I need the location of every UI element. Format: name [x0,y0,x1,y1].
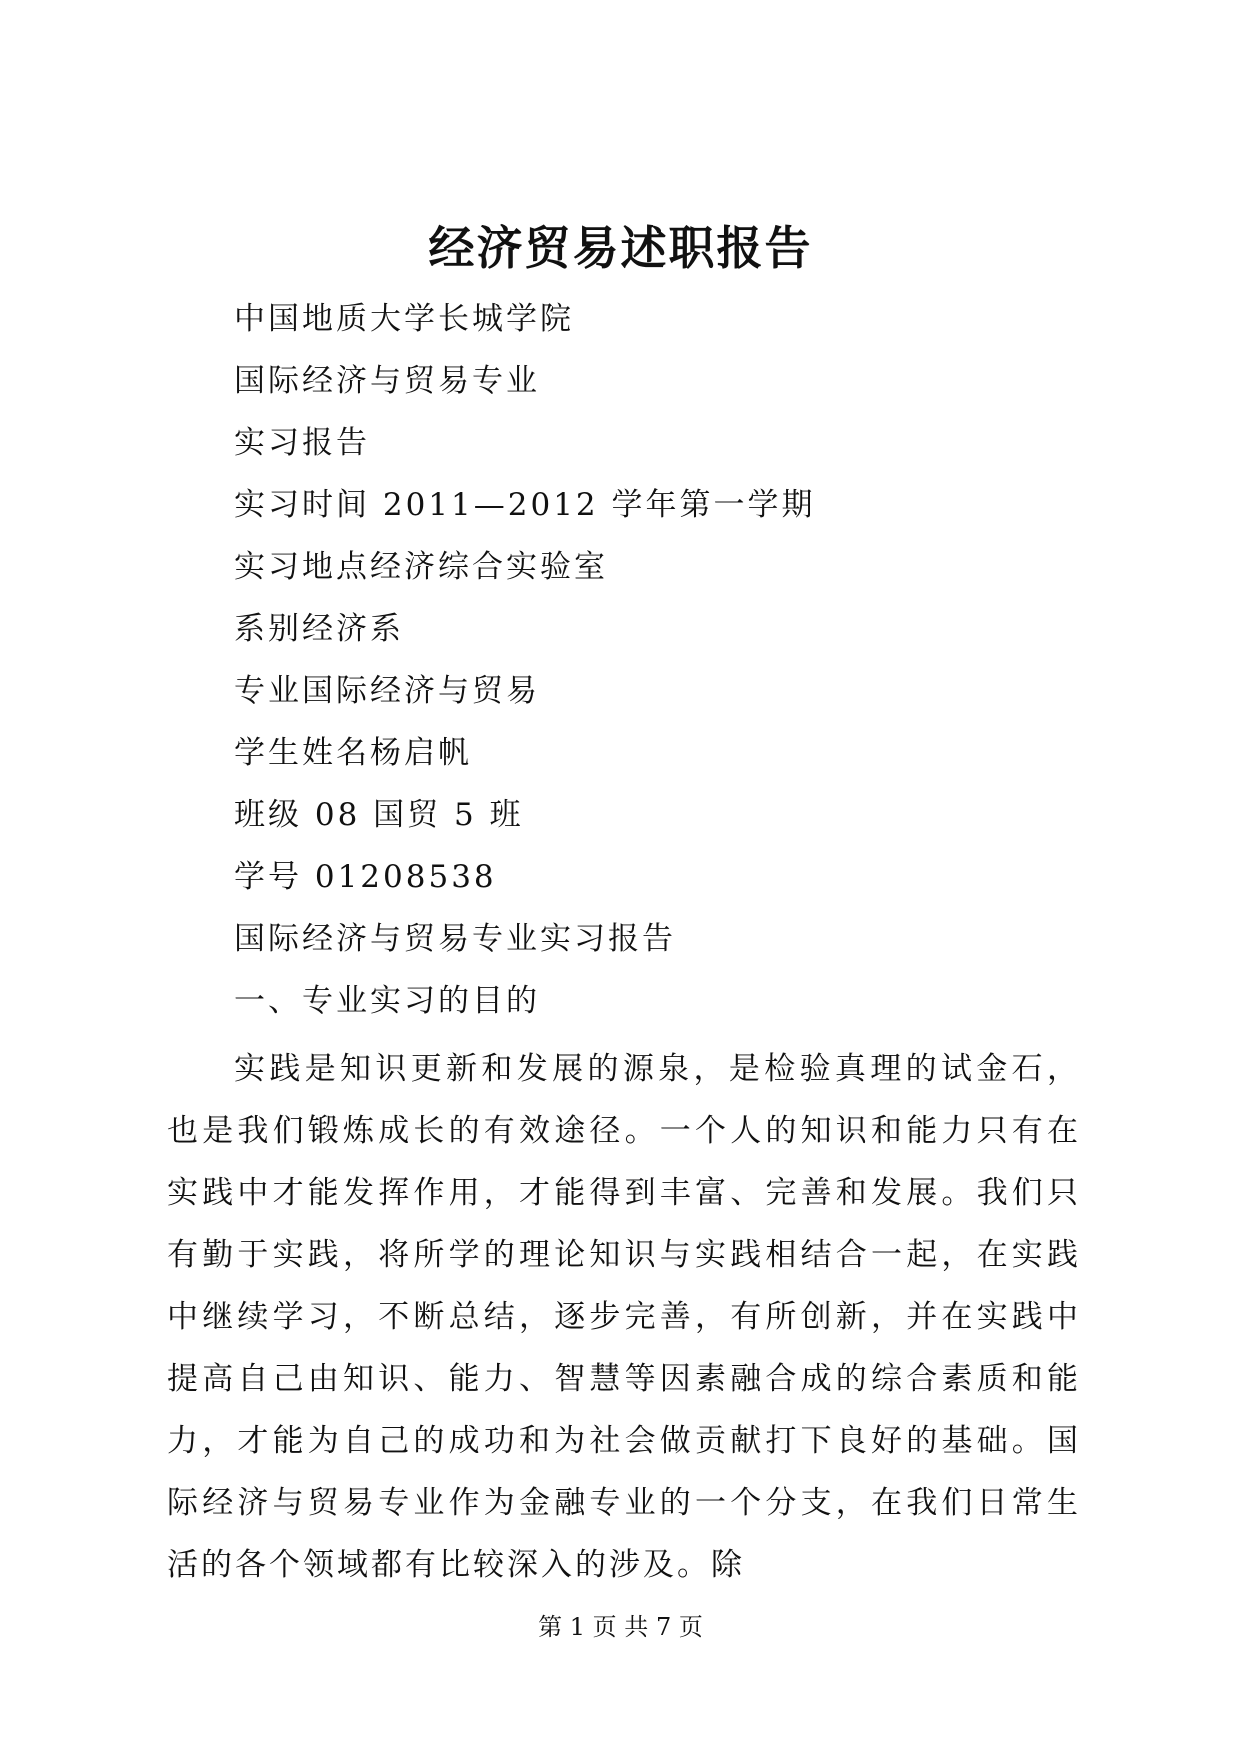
body-paragraph: 实践是知识更新和发展的源泉，是检验真理的试金石，也是我们锻炼成长的有效途径。一个人的知识和能力只有在实践中才能发挥作用，才能得到丰富、完善和发展。我们只有勤于实践，将所学的理论知识与实践相结合一起，在实践中继续学习，不断总结，逐步完善，有所创新，并在实践中提高自己由知识、能力、智慧等因素融合成的综合素质和能力，才能为自己的成功和为社会做贡献打下良好的基础。国际经济与贸易专业作为金融专业的一个分支，在我们日常生活的各个领域都有比较深入的涉及。除 [167,1051,1081,1583]
page-footer: 第 1 页 共 7 页 [538,1613,703,1641]
line-internship-location: 实习地点经济综合实验室 [234,549,608,585]
line-specialty: 专业国际经济与贸易 [234,673,540,709]
line-student-name: 学生姓名杨启帆 [234,735,472,771]
line-class: 班级 08 国贸 5 班 [234,797,524,833]
section-heading-purpose: 一、专业实习的目的 [234,983,540,1019]
header-lines [234,288,1094,1032]
line-report-heading: 国际经济与贸易专业实习报告 [234,921,676,957]
line-university: 中国地质大学长城学院 [234,301,574,337]
line-internship-time: 实习时间 2011—2012 学年第一学期 [234,487,816,523]
line-student-id: 学号 01208538 [234,859,497,895]
line-department: 系别经济系 [234,611,404,647]
line-report-type: 实习报告 [234,425,370,461]
line-major: 国际经济与贸易专业 [234,363,540,399]
document-title: 经济贸易述职报告 [428,221,813,275]
